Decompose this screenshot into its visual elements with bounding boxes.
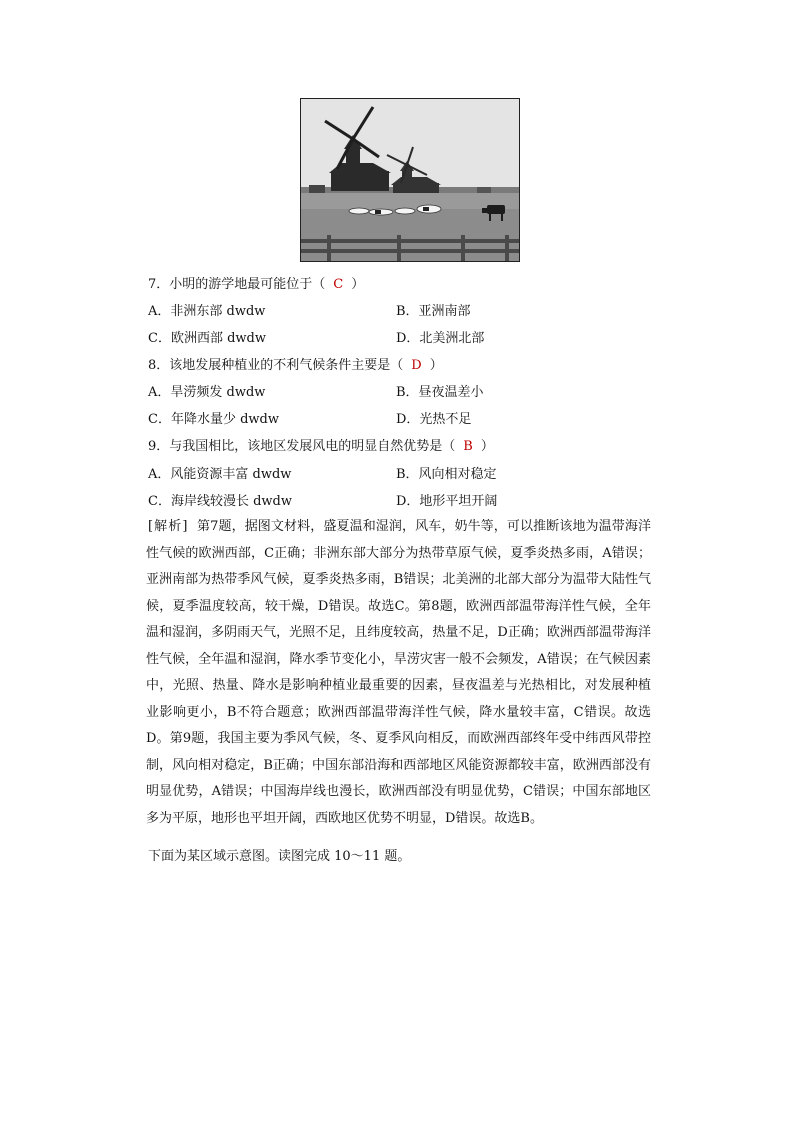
option-c: C．欧洲西部 dwdw xyxy=(148,331,266,346)
option-d: D．北美洲北部 xyxy=(396,331,485,346)
stem-close: ） xyxy=(351,277,365,292)
option-b: B．昼夜温差小 xyxy=(396,385,484,400)
question-stem: 9．与我国相比，该地区发展风电的明显自然优势是（ xyxy=(148,439,456,454)
question-8 xyxy=(148,352,443,379)
explanation-paragraph xyxy=(146,514,651,832)
option-a: A．非洲东部 dwdw xyxy=(148,304,266,319)
explanation-tag: [解析] xyxy=(148,519,189,534)
option-a: A．风能资源丰富 dwdw xyxy=(148,467,292,482)
answer-mark: C xyxy=(333,277,344,292)
option-a: A．旱涝频发 dwdw xyxy=(148,385,266,400)
option-b: B．亚洲南部 xyxy=(396,304,471,319)
option-b: B．风向相对稳定 xyxy=(396,467,497,482)
option-c: C．海岸线较漫长 dwdw xyxy=(148,494,292,509)
stem-close: ） xyxy=(480,439,494,454)
option-c: C．年降水量少 dwdw xyxy=(148,412,279,427)
next-section-intro: 下面为某区域示意图。读图完成 10～11 题。 xyxy=(148,849,411,864)
question-stem: 7．小明的游学地最可能位于（ xyxy=(148,277,326,292)
answer-mark: B xyxy=(463,439,473,454)
explanation-text: 第7题，据图文材料，盛夏温和湿润，风车，奶牛等，可以推断该地为温带海洋性气候的欧洲西部，C正确；非洲东部大部分为热带草原气候，夏季炎热多雨，A错误；亚洲南部为热带季风气候，夏季炎热多雨，B错误；北美洲的北部大部分为温带大陆性气候，夏季温度较高，较干燥，D错误。故选C。第8题，欧洲西部温带海洋性气候，全年温和湿润，多阴雨天气，光照不足，且纬度较高，热量不足，D正确；欧洲西部温带海洋性气候，全年温和湿润，降水季节变化小，旱涝灾害一般不会频发，A错误；在气候因素中，光照、热量、降水是影响种植业最重要的因素，昼夜温差与光热相比，对发展种植业影响更小，B不符合题意；欧洲西部温带海洋性气候，降水量较丰富，C错误。故选D。第9题，我国主要为季风气候，冬、夏季风向相反，而欧洲西部终年受中纬西风带控制，风向相对稳定，B正确；中国东部沿海和西部地区风能资源都较丰富，欧洲西部没有明显优势，A错误；中国海岸线也漫长，欧洲西部没有明显优势，C错误；中国东部地区多为平原，地形也平坦开阔，西欧地区优势不明显，D错误。故选B。 xyxy=(146,519,652,826)
question-9 xyxy=(148,433,494,460)
windmill-photo xyxy=(300,98,520,262)
stem-close: ） xyxy=(429,358,443,373)
option-d: D．光热不足 xyxy=(396,412,472,427)
option-d: D．地形平坦开阔 xyxy=(396,494,498,509)
answer-mark: D xyxy=(411,358,422,373)
question-stem: 8．该地发展种植业的不利气候条件主要是（ xyxy=(148,358,404,373)
question-7 xyxy=(148,271,364,298)
windmill-landscape-icon xyxy=(301,99,519,261)
